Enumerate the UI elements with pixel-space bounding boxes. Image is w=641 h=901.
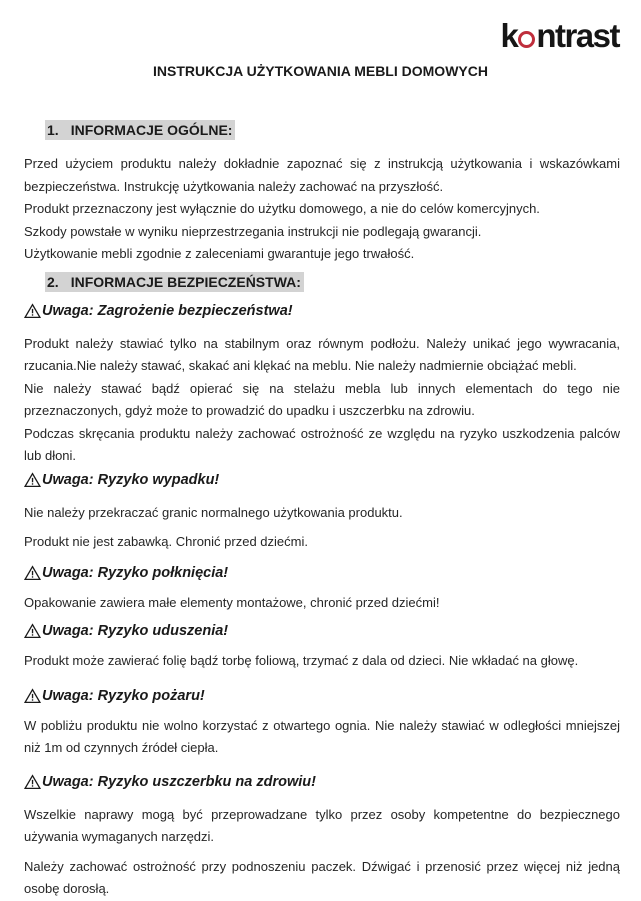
- warning-title-label: Uwaga: Ryzyko wypadku!: [42, 471, 220, 488]
- paragraph: Szkody powstałe w wyniku nieprzestrzegania instrukcji nie podlegają gwarancji.: [24, 223, 482, 239]
- logo-text-after-o: ntrast: [536, 17, 619, 54]
- warning-title-label: Uwaga: Ryzyko uduszenia!: [42, 623, 229, 639]
- logo-row: [0, 0, 641, 54]
- kontrast-logo: [500, 18, 619, 54]
- paragraph: Przed użyciem produktu należy dokładnie zapoznać się z instrukcją użytkowania i wskazówkami bezpieczeństwa. Instrukcję użytkowania należy zachować na przyszłość.: [24, 156, 620, 194]
- warning-triangle-icon: [24, 688, 41, 704]
- section-1-heading-label: INFORMACJE OGÓLNE:: [70, 122, 233, 138]
- paragraph: Produkt nie jest zabawką. Chronić przed dziećmi.: [24, 534, 308, 549]
- warning-triangle-icon: [24, 623, 41, 639]
- paragraph: Należy zachować ostrożność przy podnoszeniu paczek. Dźwigać i przenosić przez więcej niż jedną osobę dorosłą.: [24, 858, 620, 896]
- warning-heading: [24, 470, 641, 490]
- logo-o-ring-icon: [518, 31, 535, 48]
- page-title: INSTRUKCJA UŻYTKOWANIA MEBLI DOMOWYCH: [153, 63, 488, 79]
- section-1-number: 1.: [47, 122, 59, 138]
- logo-text-before-o: k: [500, 17, 518, 54]
- paragraph: W pobliżu produktu nie wolno korzystać z otwartego ognia. Nie należy stawiać w odległości mniejszej niż 1m od czynnych źródeł ciepła.: [24, 717, 620, 755]
- paragraph: Opakowanie zawiera małe elementy montażowe, chronić przed dziećmi!: [24, 594, 440, 610]
- paragraph: Użytkowanie mebli zgodnie z zaleceniami gwarantuje jego trwałość.: [24, 246, 415, 261]
- section-1-heading: [45, 122, 641, 139]
- warning-heading: [24, 621, 641, 641]
- section-2-heading-highlight: [45, 272, 304, 292]
- paragraph: Produkt należy stawiać tylko na stabilnym oraz równym podłożu. Należy unikać jego wywracania, rzucania.Nie należy stawać, skakać ani klękać na meblu. Nie należy nadmiernie obciążać mebli.: [24, 335, 620, 373]
- section-2-heading: [45, 274, 641, 291]
- paragraph: Nie należy przekraczać granic normalnego użytkowania produktu.: [24, 504, 403, 520]
- paragraph: Produkt może zawierać folię bądź torbę foliową, trzymać z dala od dzieci. Nie wkładać na głowę.: [24, 653, 579, 668]
- warning-triangle-icon: [24, 472, 41, 488]
- warning-heading: [24, 563, 641, 583]
- warning-heading: [24, 686, 641, 706]
- section-2-heading-label: INFORMACJE BEZPIECZEŃSTWA:: [70, 273, 301, 290]
- paragraph: Nie należy stawać bądź opierać się na stelażu mebla lub innych elementach do tego nie przeznaczonych, gdyż może to prowadzić do upadku i uszczerbku na zdrowiu.: [24, 380, 620, 418]
- warning-title-label: Uwaga: Ryzyko uszczerbku na zdrowiu!: [42, 773, 316, 790]
- paragraph: Podczas skręcania produktu należy zachować ostrożność ze względu na ryzyko uszkodzenia palców lub dłoni.: [24, 425, 620, 463]
- warning-heading: [24, 772, 641, 792]
- section-2-number: 2.: [47, 273, 59, 290]
- section-1-heading-highlight: [45, 120, 235, 140]
- warning-heading: [24, 301, 641, 321]
- warning-title-label: Uwaga: Ryzyko połknięcia!: [42, 564, 229, 581]
- warning-title-label: Uwaga: Zagrożenie bezpieczeństwa!: [42, 302, 293, 319]
- warning-triangle-icon: [24, 565, 41, 581]
- warning-title-label: Uwaga: Ryzyko pożaru!: [42, 687, 205, 704]
- warning-triangle-icon: [24, 774, 41, 790]
- paragraph: Produkt przeznaczony jest wyłącznie do użytku domowego, a nie do celów komercyjnych.: [24, 201, 540, 216]
- warning-triangle-icon: [24, 303, 41, 319]
- paragraph: Wszelkie naprawy mogą być przeprowadzane tylko przez osoby kompetentne do bezpiecznego używania wymaganych narzędzi.: [24, 806, 620, 844]
